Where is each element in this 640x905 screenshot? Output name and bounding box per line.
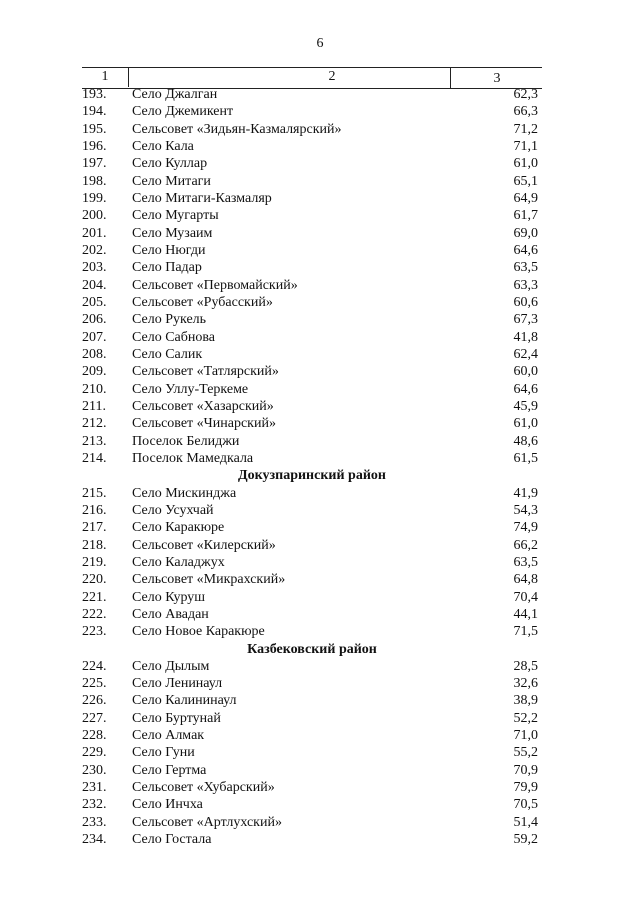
row-number: 226.: [82, 693, 107, 709]
table-row: [82, 381, 542, 398]
row-value: 79,9: [513, 780, 538, 796]
table-row: [82, 554, 542, 571]
row-value: 63,3: [513, 277, 538, 293]
row-number: 229.: [82, 745, 107, 761]
table-row: [82, 485, 542, 502]
settlement-name: Село Куруш: [132, 589, 206, 605]
table-row: [82, 744, 542, 761]
row-value: 70,9: [513, 762, 538, 778]
table-row: [82, 502, 542, 519]
row-value: 64,9: [513, 190, 538, 206]
row-number: 223.: [82, 624, 107, 640]
table-row: [82, 363, 542, 380]
row-value: 74,9: [513, 520, 538, 536]
row-number: 206.: [82, 312, 107, 328]
row-value: 61,0: [513, 156, 538, 172]
table-row: [82, 692, 542, 709]
row-number: 230.: [82, 762, 107, 778]
table-row: [82, 814, 542, 831]
table-row: [82, 121, 542, 138]
row-number: 211.: [82, 398, 106, 414]
row-value: 61,0: [513, 416, 538, 432]
row-value: 64,6: [513, 242, 538, 258]
row-number: 228.: [82, 728, 107, 744]
row-number: 220.: [82, 572, 107, 588]
row-value: 45,9: [513, 398, 538, 414]
row-value: 71,0: [513, 728, 538, 744]
settlement-name: Село Каракюре: [132, 520, 225, 536]
settlement-name: Село Митаги: [132, 173, 211, 189]
table-row: [82, 779, 542, 796]
settlement-name: Сельсовет «Килерский»: [132, 537, 276, 553]
row-value: 71,2: [513, 121, 538, 137]
table-row: [82, 346, 542, 363]
table-row: [82, 138, 542, 155]
settlement-name: Село Авадан: [132, 606, 209, 622]
table-row: [82, 658, 542, 675]
row-value: 65,1: [513, 173, 538, 189]
settlement-name: Поселок Мамедкала: [132, 450, 254, 466]
table-row: [82, 311, 542, 328]
row-number: 200.: [82, 208, 107, 224]
row-value: 64,8: [513, 572, 538, 588]
row-value: 61,7: [513, 208, 538, 224]
row-number: 204.: [82, 277, 107, 293]
row-number: 201.: [82, 225, 107, 241]
settlement-name: Село Гертма: [132, 762, 207, 778]
settlement-name: Село Каладжух: [132, 554, 225, 570]
settlement-name: Село Гуни: [132, 745, 195, 761]
table-row: [82, 398, 542, 415]
settlement-name: Сельсовет «Микрахский»: [132, 572, 286, 588]
settlement-name: Село Кала: [132, 138, 194, 154]
row-number: 219.: [82, 554, 107, 570]
table-row: [82, 571, 542, 588]
settlement-name: Село Джалган: [132, 87, 218, 102]
row-value: 28,5: [513, 658, 538, 674]
row-number: 199.: [82, 190, 107, 206]
settlement-name: Село Салик: [132, 346, 203, 362]
settlement-name: Село Алмак: [132, 728, 205, 744]
settlement-name: Сельсовет «Татлярский»: [132, 364, 279, 380]
row-value: 67,3: [513, 312, 538, 328]
row-number: 203.: [82, 260, 107, 276]
row-value: 69,0: [513, 225, 538, 241]
settlement-name: Село Калининаул: [132, 693, 237, 709]
table-row: [82, 623, 542, 640]
row-value: 66,2: [513, 537, 538, 553]
table-row: [82, 173, 542, 190]
settlement-name: Село Нюгди: [132, 242, 206, 258]
row-number: 232.: [82, 797, 107, 813]
row-number: 212.: [82, 416, 107, 432]
settlement-name: Село Уллу-Теркеме: [132, 381, 249, 397]
row-value: 55,2: [513, 745, 538, 761]
row-value: 54,3: [513, 502, 538, 518]
column-header-number: 1: [101, 69, 109, 84]
row-number: 202.: [82, 242, 107, 258]
settlement-name: Сельсовет «Первомайский»: [132, 277, 298, 293]
row-number: 225.: [82, 676, 107, 692]
row-number: 227.: [82, 710, 107, 726]
row-number: 213.: [82, 433, 107, 449]
row-value: 41,8: [513, 329, 538, 345]
table-row: [82, 433, 542, 450]
table-row: [82, 675, 542, 692]
row-number: 233.: [82, 814, 107, 830]
table-row: [82, 727, 542, 744]
row-value: 60,6: [513, 294, 538, 310]
table-row: [82, 277, 542, 294]
table-row: [82, 207, 542, 224]
settlement-name: Село Рукель: [132, 312, 207, 328]
row-value: 70,4: [513, 589, 538, 605]
row-value: 66,3: [513, 104, 538, 120]
settlement-name: Сельсовет «Рубасский»: [132, 294, 273, 310]
row-value: 41,9: [513, 485, 538, 501]
row-value: 70,5: [513, 797, 538, 813]
row-number: 207.: [82, 329, 107, 345]
section-heading-row: [82, 641, 542, 658]
row-number: 214.: [82, 450, 107, 466]
settlement-name: Сельсовет «Артлухский»: [132, 814, 282, 830]
row-number: 208.: [82, 346, 107, 362]
settlement-name: Село Инчха: [132, 797, 203, 813]
row-value: 44,1: [513, 606, 538, 622]
section-heading: Казбековский район: [247, 641, 377, 657]
column-header-name: 2: [128, 68, 535, 87]
column-header-value: 3: [450, 68, 543, 89]
row-value: 62,3: [513, 87, 538, 102]
row-value: 38,9: [513, 693, 538, 709]
table-row: [82, 259, 542, 276]
row-number: 210.: [82, 381, 107, 397]
row-number: 194.: [82, 104, 107, 120]
row-number: 196.: [82, 138, 107, 154]
row-value: 32,6: [513, 676, 538, 692]
table-row: [82, 242, 542, 259]
table-row: [82, 86, 542, 103]
row-number: 216.: [82, 502, 107, 518]
row-value: 62,4: [513, 346, 538, 362]
settlement-name: Село Гостала: [132, 832, 212, 848]
row-value: 64,6: [513, 381, 538, 397]
settlement-name: Село Усухчай: [132, 502, 214, 518]
row-number: 218.: [82, 537, 107, 553]
settlement-name: Село Ленинаул: [132, 676, 223, 692]
row-value: 59,2: [513, 832, 538, 848]
row-value: 61,5: [513, 450, 538, 466]
table-row: [82, 537, 542, 554]
table-row: [82, 190, 542, 207]
row-number: 209.: [82, 364, 107, 380]
table-row: [82, 415, 542, 432]
settlement-name: Село Буртунай: [132, 710, 221, 726]
table-row: [82, 329, 542, 346]
row-value: 63,5: [513, 260, 538, 276]
table-row: [82, 225, 542, 242]
table-row: [82, 155, 542, 172]
table-row: [82, 796, 542, 813]
row-number: 215.: [82, 485, 107, 501]
row-value: 71,1: [513, 138, 538, 154]
settlement-name: Село Музаим: [132, 225, 213, 241]
row-number: 221.: [82, 589, 107, 605]
settlement-name: Сельсовет «Хубарский»: [132, 780, 275, 796]
row-number: 198.: [82, 173, 107, 189]
settlement-name: Село Новое Каракюре: [132, 624, 265, 640]
settlement-name: Сельсовет «Хазарский»: [132, 398, 274, 414]
settlement-name: Село Джемикент: [132, 104, 234, 120]
row-number: 222.: [82, 606, 107, 622]
settlement-name: Сельсовет «Зидьян-Казмалярский»: [132, 121, 342, 137]
settlement-name: Село Падар: [132, 260, 202, 276]
row-value: 71,5: [513, 624, 538, 640]
row-number: 193.: [82, 87, 107, 102]
page-number: 6: [316, 36, 324, 51]
row-number: 197.: [82, 156, 107, 172]
row-number: 224.: [82, 658, 107, 674]
row-number: 234.: [82, 832, 107, 848]
settlement-name: Сельсовет «Чинарский»: [132, 416, 276, 432]
row-value: 60,0: [513, 364, 538, 380]
table-row: [82, 103, 542, 120]
row-number: 217.: [82, 520, 107, 536]
table-row: [82, 831, 542, 848]
settlement-name: Село Мугарты: [132, 208, 219, 224]
row-number: 205.: [82, 294, 107, 310]
table-row: [82, 606, 542, 623]
table-row: [82, 710, 542, 727]
row-number: 195.: [82, 121, 107, 137]
row-value: 63,5: [513, 554, 538, 570]
section-heading: Докузпаринский район: [238, 468, 386, 484]
settlement-name: Село Сабнова: [132, 329, 216, 345]
settlement-name: Поселок Белиджи: [132, 433, 240, 449]
table-row: [82, 589, 542, 606]
row-value: 51,4: [513, 814, 538, 830]
settlement-name: Село Мискинджа: [132, 485, 237, 501]
settlement-name: Село Дылым: [132, 658, 210, 674]
row-value: 48,6: [513, 433, 538, 449]
table-row: [82, 762, 542, 779]
table-row: [82, 519, 542, 536]
table-row: [82, 294, 542, 311]
table-row: [82, 450, 542, 467]
row-value: 52,2: [513, 710, 538, 726]
row-number: 231.: [82, 780, 107, 796]
settlement-name: Село Куллар: [132, 156, 208, 172]
table-body: [82, 86, 542, 848]
settlement-name: Село Митаги-Казмаляр: [132, 190, 272, 206]
section-heading-row: [82, 467, 542, 484]
